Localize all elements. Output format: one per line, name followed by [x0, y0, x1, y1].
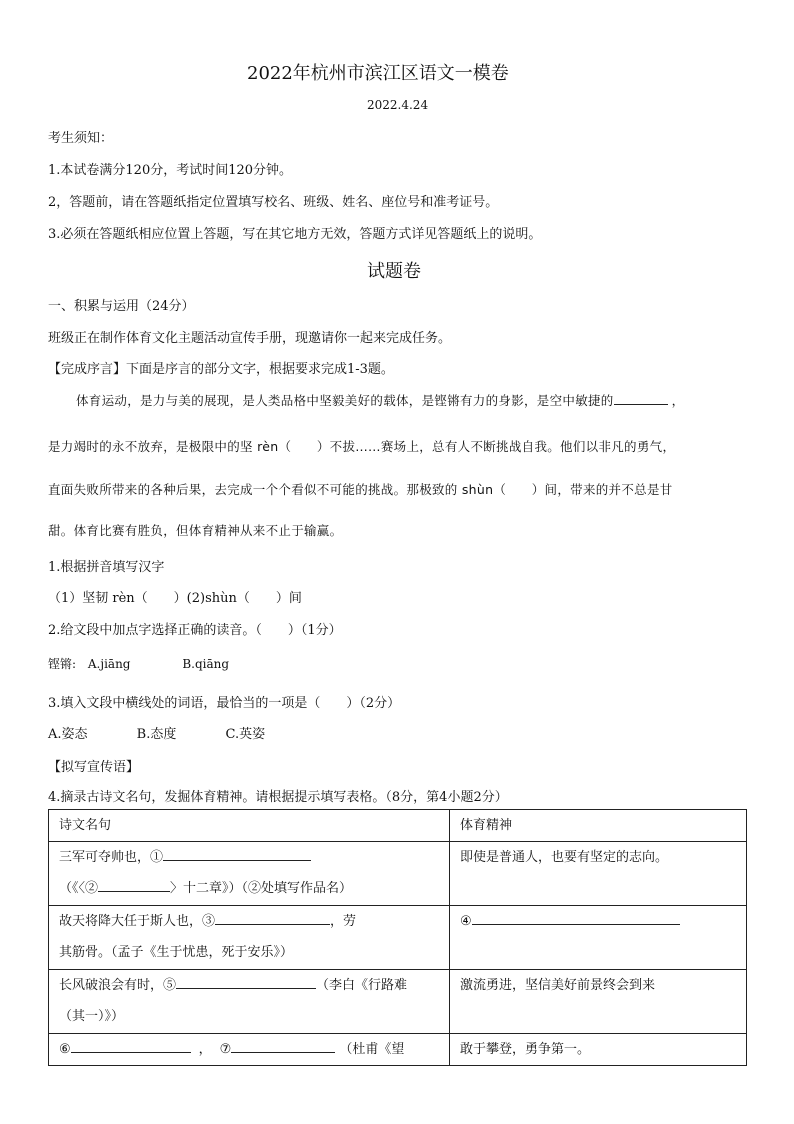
q3-option-c: C.英姿: [225, 727, 266, 742]
page-title: 2022年杭州市滨江区语文一模卷: [247, 63, 509, 84]
q2-option-b: B.qiāng: [182, 657, 230, 671]
passage-line-3: 直面失败所带来的各种后果，去完成一个个看似不可能的挑战。那极致的 shùn（ ）间，带来的并不总是甘: [48, 482, 673, 497]
q1-stem: 1.根据拼音填写汉字: [48, 560, 165, 575]
q4-stem: 4.摘录古诗文名句，发掘体育精神。请根据提示填写表格。（8分，第4小题2分）: [48, 790, 508, 805]
q3-option-b: B.态度: [136, 727, 177, 742]
table-cell: 长风破浪会有时，⑤ （李白《行路难 （其一）》）: [49, 970, 450, 1034]
exam-date: 2022.4.24: [367, 98, 429, 112]
table-header-poem: 诗文名句: [49, 810, 450, 842]
table-row: [49, 1034, 747, 1066]
table-row: [49, 906, 747, 970]
passage-text: ，: [671, 393, 685, 408]
table-cell: 三军可夺帅也，① （《〈② 〉十二章》）（②处填写作品名）: [49, 842, 450, 906]
notice-item-3: 3.必须在答题纸相应位置上答题，写在其它地方无效，答题方式详见答题纸上的说明。: [48, 227, 542, 242]
answer-blank-5[interactable]: [176, 974, 316, 989]
q3-options: [48, 723, 265, 742]
section-title: 试题卷: [367, 261, 421, 282]
q2-option-a: A.jiāng: [87, 657, 131, 671]
answer-blank-7[interactable]: [231, 1038, 335, 1053]
table-cell: ⑥ ， ⑦ （杜甫《望: [49, 1034, 450, 1066]
table-cell: ④: [450, 906, 747, 970]
table-cell: 即使是普通人，也要有坚定的志向。: [450, 842, 747, 906]
table-row: [49, 970, 747, 1034]
table-row: [49, 842, 747, 906]
poetry-table: [48, 809, 747, 1066]
table-header-row: [49, 810, 747, 842]
q1-options: （1）坚韧 rèn（ ）(2)shùn（ ）间: [48, 591, 302, 606]
task-slogan: 【拟写宣传语】: [48, 760, 140, 775]
answer-blank-4[interactable]: [472, 910, 680, 925]
passage-line-4: 甜。体育比赛有胜负，但体育精神从来不止于输赢。: [48, 523, 343, 538]
answer-blank-1[interactable]: [163, 846, 311, 861]
answer-blank-3[interactable]: [215, 910, 330, 925]
part1-intro: 班级正在制作体育文化主题活动宣传手册，现邀请你一起来完成任务。: [48, 331, 452, 346]
q3-stem: 3.填入文段中横线处的词语，最恰当的一项是（ ）（2分）: [48, 696, 401, 711]
passage-text: 体育运动，是力与美的展现，是人类品格中坚毅美好的载体，是铿锵有力的身影，是空中敏捷的: [76, 393, 614, 408]
notice-item-2: 2，答题前，请在答题纸指定位置填写校名、班级、姓名、座位号和准考证号。: [48, 195, 499, 210]
fill-blank: [614, 390, 668, 405]
q2-word: 铿锵:: [48, 657, 77, 671]
table-cell: 敢于攀登，勇争第一。: [450, 1034, 747, 1066]
answer-blank-2[interactable]: [98, 877, 170, 892]
table-cell: 激流勇进，坚信美好前景终会到来: [450, 970, 747, 1034]
task-preface: 【完成序言】下面是序言的部分文字，根据要求完成1-3题。: [48, 362, 394, 377]
q2-options: [48, 655, 229, 672]
notice-item-1: 1.本试卷满分120分，考试时间120分钟。: [48, 163, 293, 178]
q3-option-a: A.姿态: [48, 727, 88, 742]
table-cell: 故天将降大任于斯人也，③ ，劳 其筋骨。（孟子《生于忧患，死于安乐》）: [49, 906, 450, 970]
passage-line-2: 是力竭时的永不放弃，是极限中的坚 rèn（ ）不拔……赛场上，总有人不断挑战自我。他们以非凡的勇气，: [48, 439, 676, 454]
notice-heading: 考生须知：: [48, 131, 114, 146]
passage-line-1: [76, 390, 684, 409]
q2-stem: 2.给文段中加点字选择正确的读音。（ ）（1分）: [48, 623, 342, 638]
table-header-spirit: 体育精神: [450, 810, 747, 842]
part1-heading: 一、积累与运用（24分）: [48, 299, 195, 314]
answer-blank-6[interactable]: [71, 1038, 191, 1053]
